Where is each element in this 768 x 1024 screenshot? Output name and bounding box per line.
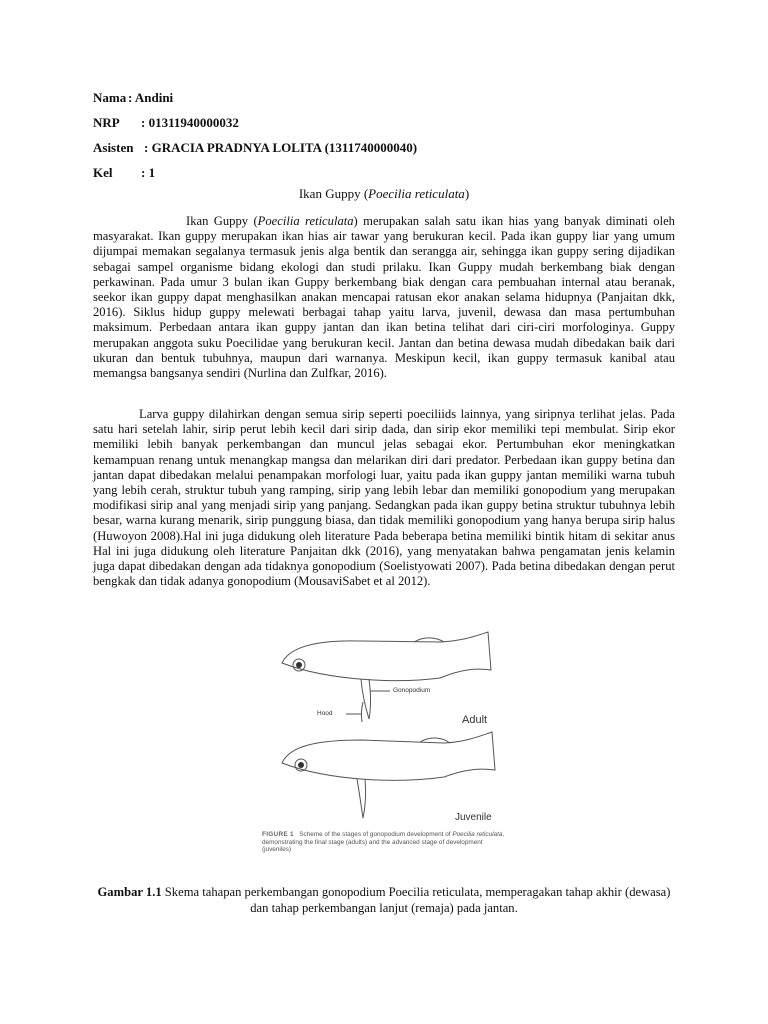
paragraph-1 [93,214,675,381]
nrp-value: : 01311940000032 [141,115,239,130]
title-species: Poecilia reticulata [368,186,465,201]
gonopodium-figure [262,630,510,870]
document-title [0,186,768,202]
caption-label: Gambar 1.1 [97,885,162,899]
juvenile-label: Juvenile [455,812,492,823]
kel-label: Kel [93,165,113,180]
juvenile-body-outline [282,732,495,780]
figure-caption-text-b: , demonstrating the final stage (adults) and the advanced stage of development (juveniles) [262,831,505,854]
juvenile-pupil [298,762,304,768]
hood-label: Hood [317,710,333,717]
asisten-value: : GRACIA PRADNYA LOLITA (1311740000040) [144,140,418,155]
title-prefix: Ikan Guppy ( [298,186,369,201]
field-kel [93,165,156,181]
nama-value: : Andini [128,90,174,105]
paragraph-2: Larva guppy dilahirkan dengan semua sirip seperti poeciliids lainnya, yang siripnya terlihat jelas. Pada satu hari setelah lahir, sirip perut lebih kecil dari sirip dada, dan sirip ekor memiliki tepi membulat. Sirip ekor memiliki lebih banyak perkembangan dan muncul jelas sebagai ekor. Pertumbuhan ekor meningkatkan kemampuan renang untuk menangkap mangsa dan melarikan diri dari predator. Perbedaan ikan guppy betina dan jantan dapat dibedakan melalui penampakan morfologi luar, yaitu pada ikan guppy jantan memiliki warna tubuh yang lebih cerah, struktur tubuh yang ramping, sirip yang lebih lebar dan memiliki gonopodium yang merupakan modifikasi sirip anal yang menjadi sirip yang panjang. Sedangkan pada ikan guppy betina struktur tubuhnya lebih besar, warna kurang menarik, sirip punggung biasa, dan tidak memiliki gonopodium yang hanya berupa sirip halus (Huwoyon 2008).Hal ini juga didukung oleh literature Pada beberapa betina memiliki bintik hitam di sekitar anus Hal ini juga didukung oleh literature Panjaitan dkk (2016), yang menyatakan bahwa pengamatan jenis kelamin juga dapat dibedakan dengan ada tidaknya gonopodium (Soelistyowati 2007). Pada betina dibedakan dengan perut bengkak dan tidak adanya gonopodium (MousaviSabet et al 2012). [93,407,675,589]
nrp-label: NRP [93,115,120,130]
figure-caption [93,884,675,916]
paragraph-1-lead: Ikan Guppy ( [186,214,258,228]
title-suffix: ) [464,186,470,201]
guppy-drawing [262,630,510,830]
adult-hood [361,702,363,722]
gonopodium-label: Gonopodium [393,687,431,694]
paragraph-1-species: Poecilia reticulata [257,214,354,228]
adult-body-outline [282,632,491,681]
juvenile-anal-fin [357,779,366,818]
caption-text: Skema tahapan perkembangan gonopodium Poecilia reticulata, memperagakan tahap akhir (dewasa) dan tahap perkembangan lanjut (remaja) pada jantan. [161,885,671,915]
figure-caption-text-a: Scheme of the stages of gonopodium development of [299,831,453,838]
nama-label: Nama [93,90,127,105]
field-asisten [93,140,418,156]
field-nrp [93,115,239,131]
figure-inner-caption [262,831,508,854]
adult-label: Adult [462,714,488,726]
kel-value: : 1 [141,165,156,180]
field-nama [93,90,174,106]
paragraph-1-body: ) merupakan salah satu ikan hias yang banyak diminati oleh masyarakat. Ikan guppy merupakan ikan hias air tawar yang berukuran kecil. Pada ikan guppy liar yang umum dijumpai memakan segalanya termasuk jenis alga bentik dan serangga air, sehingga ikan guppy sering dijadikan sebagai sampel organisme bidang ekologi dan studi prilaku. Ikan Guppy mudah berkembang biak dengan perkawinan. Pada umur 3 bulan ikan Guppy berkembang biak dengan cara pembuahan internal atau beranak, seekor ikan guppy dapat menghasilkan anakan mencapai ratusan ekor anakan selama hidupnya (Panjaitan dkk, 2016). Siklus hidup guppy melewati berbagai tahap yaitu larva, juvenil, dewasa dan masa pertumbuhan maksimum. Perbedaan antara ikan guppy jantan dan ikan betina telihat dari ciri-ciri morfologinya. Guppy merupakan anggota suku Poecilidae yang berukuran kecil. Jantan dan betina dewasa mudah dibedakan baik dari ukuran dan bentuk tubuhnya, maupun dari warnanya. Meskipun kecil, ikan guppy termasuk kanibal atau memangsa bangsanya sendiri (Nurlina dan Zulfkar, 2016). [93,214,675,381]
adult-gonopodium [361,679,371,719]
adult-pupil [296,662,302,668]
figure-caption-species: Poecilia reticulata [452,831,503,838]
figure-caption-label: FIGURE 1 [262,831,294,838]
asisten-label: Asisten [93,140,134,155]
